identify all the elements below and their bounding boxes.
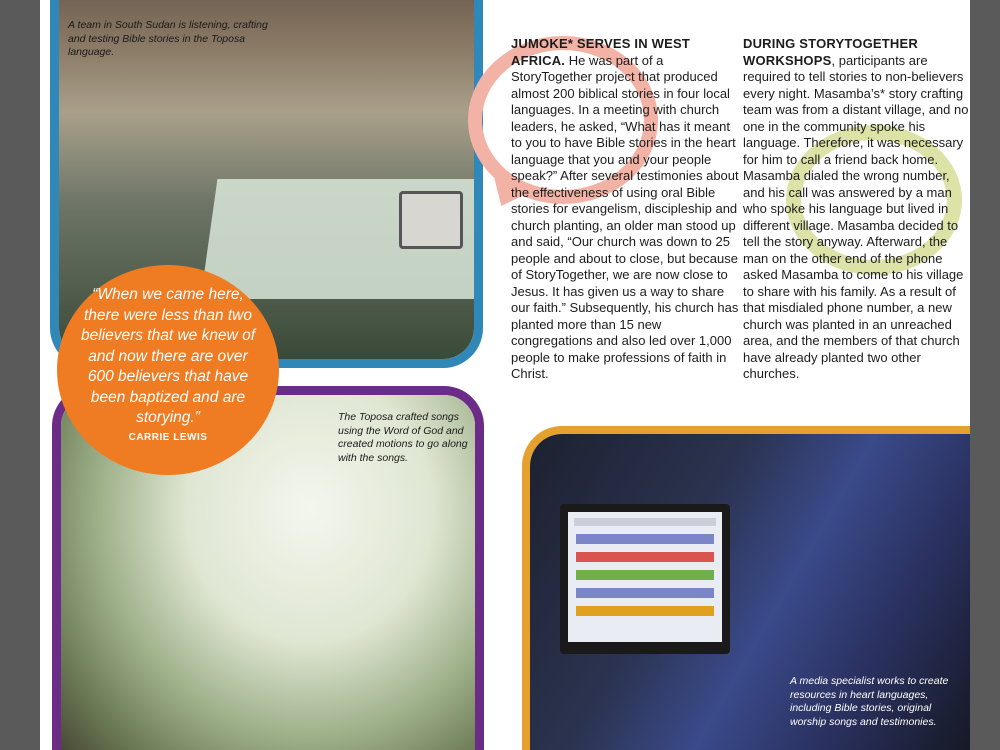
audio-waveforms	[568, 512, 722, 642]
audio-editor-screen	[568, 512, 722, 642]
column-2-lead: DURING STORYTOGETHER WORKSHOPS	[743, 36, 918, 68]
caption-kids: The Toposa crafted songs using the Word of God and created motions to go along with the songs.	[338, 411, 468, 464]
magazine-page	[40, 0, 970, 750]
radio-image	[399, 191, 463, 249]
caption-media: A media specialist works to create resources in heart languages, including Bible stories, original worship songs and testimonies.	[790, 675, 949, 728]
article-column-1	[511, 36, 743, 383]
quote-circle	[57, 265, 279, 475]
caption-team: A team in South Sudan is listening, crafting and testing Bible stories in the Toposa language.	[68, 19, 268, 58]
column-2-body: , participants are required to tell stories to non-believers every night. Masamba’s* story crafting team was from a distant village, and no one in the community spoke his language. Therefore, it was necessary for him to call a friend back home. Masamba dialed the wrong number, and his call was answered by a man who spoke his language but lived in different village. Masamba decided to tell the story anyway. Afterward, the man on the other end of the phone asked Masamba to come to his village to share with his family. As a result of that misdialed phone number, a new church was planted in an unreached area, and the members of that church have already planted two other churches.	[743, 52, 969, 381]
article-column-2	[743, 36, 970, 383]
pull-quote: “When we came here, there were less than two believers that we knew of and now there are over 600 believers that have been baptized and are storying.”	[80, 286, 256, 426]
quote-author: CARRIE LEWIS	[128, 431, 208, 443]
column-1-lead: JUMOKE* SERVES IN WEST AFRICA.	[511, 36, 690, 68]
column-1-body: He was part of a StoryTogether project that produced almost 200 biblical stories in four local languages. In a meeting with church leaders, he asked, “What has it meant to you to have Bible stories in the heart language that you and your people speak?” After several testimonies about the effectiveness of using oral Bible stories for evangelism, discipleship and church planting, an older man stood up and said, “Our church was down to 25 people and about to close, but because of StoryTogether, we are now close to Jesus. It has given us a way to share our faith.” Subsequently, his church has planted more than 15 new congregations and also led over 1,000 people to make professions of faith in Christ.	[511, 52, 739, 381]
